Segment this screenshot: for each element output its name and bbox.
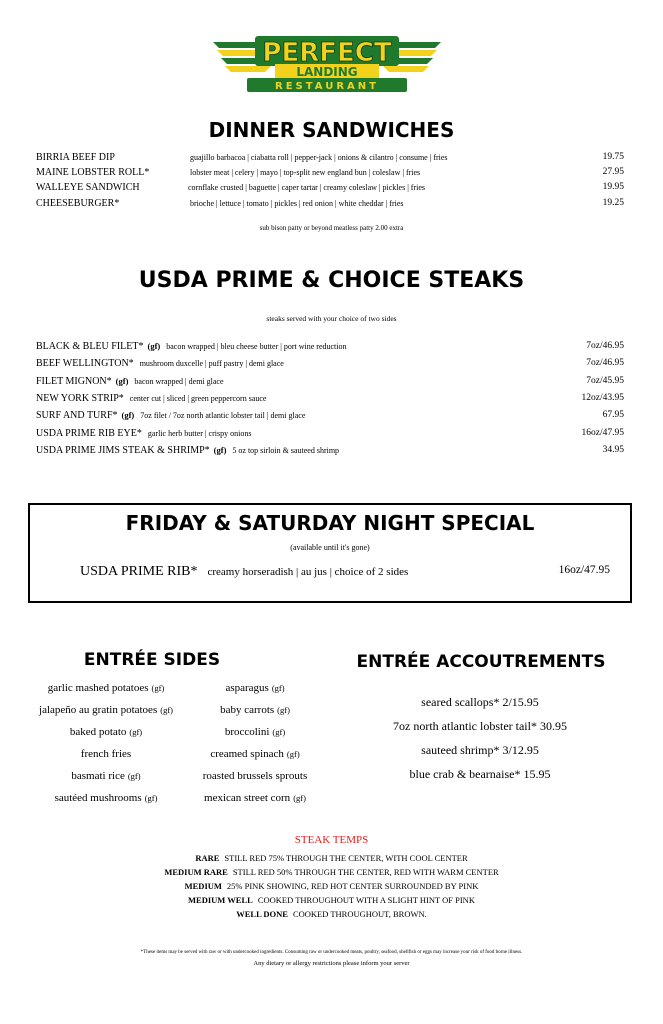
gluten-free-tag: (gf) — [129, 727, 143, 737]
temp-label: RARE — [195, 853, 220, 863]
steaks-title: USDA PRIME & CHOICE STEAKS — [138, 268, 525, 293]
special-item-name: USDA PRIME RIB* — [80, 564, 198, 579]
steaks-note: steaks served with your choice of two sides — [266, 314, 397, 323]
side-item — [18, 765, 194, 787]
side-name: garlic mashed potatoes — [47, 682, 149, 694]
steak-row — [36, 410, 624, 424]
steak-row — [36, 376, 624, 390]
sandwich-description: guajillo barbacoa | ciabatta roll | pepper-jack | onions & cilantro | consume | fries — [190, 153, 448, 162]
side-item — [18, 743, 194, 765]
steak-price: 34.95 — [602, 445, 624, 455]
accoutrements-title: ENTRÉE ACCOUTREMENTS — [356, 652, 606, 672]
temp-row — [0, 865, 663, 879]
footer-disclaimer: *These items may be served with raw or with undercooked ingredients. Consuming raw or undercooked meats, poultry, seafood, shellfish or eggs may increase your risk of food borne illness. — [140, 950, 523, 955]
temp-description: 25% PINK SHOWING, RED HOT CENTER SURROUNDED BY PINK — [226, 881, 479, 891]
sandwich-price: 19.75 — [602, 152, 624, 162]
special-item-price: 16oz/47.95 — [558, 564, 610, 576]
steak-description: bacon wrapped | demi glace — [134, 377, 224, 386]
side-item — [18, 699, 194, 721]
steak-price: 16oz/47.95 — [581, 428, 624, 438]
gluten-free-tag: (gf) — [115, 376, 129, 386]
temp-row — [0, 851, 663, 865]
gluten-free-tag: (gf) — [277, 705, 290, 715]
side-item — [192, 743, 318, 765]
accoutrement-item: 7oz north atlantic lobster tail* 30.95 — [393, 719, 567, 733]
restaurant-logo — [213, 34, 441, 96]
steak-price: 7oz/46.95 — [586, 358, 624, 368]
gluten-free-tag: (gf) — [160, 705, 173, 715]
temp-description: COOKED THROUGHOUT, BROWN. — [292, 909, 427, 919]
steak-description: mushroom duxcelle | puff pastry | demi glace — [139, 359, 284, 368]
steak-description: 7oz filet / 7oz north atlantic lobster tail | demi glace — [140, 411, 306, 420]
gluten-free-tag: (gf) — [144, 793, 158, 803]
logo-word-restaurant: RESTAURANT — [275, 81, 379, 92]
steak-row — [36, 393, 624, 407]
sandwich-row — [36, 182, 624, 196]
side-name: french fries — [80, 748, 132, 760]
sandwiches-note: sub bison patty or beyond meatless patty 2.00 extra — [259, 224, 404, 232]
sandwich-row — [36, 198, 624, 212]
special-item-desc: creamy horseradish | au jus | choice of 2 sides — [207, 566, 409, 578]
steak-price: 7oz/46.95 — [586, 341, 624, 351]
footer-allergy-note: Any dietary or allergy restrictions please inform your server — [253, 960, 410, 967]
steak-row — [36, 428, 624, 442]
temp-row — [0, 907, 663, 921]
temps-list — [0, 851, 663, 921]
steak-row — [36, 341, 624, 355]
sides-left-list — [18, 677, 194, 809]
temp-description: COOKED THROUGHOUT WITH A SLIGHT HINT OF PINK — [257, 895, 475, 905]
accoutrements-list — [360, 690, 600, 786]
gluten-free-tag: (gf) — [121, 410, 135, 420]
temp-label: MEDIUM — [184, 881, 222, 891]
special-box — [28, 503, 632, 603]
side-item — [18, 721, 194, 743]
side-item — [192, 765, 318, 787]
temp-description: STILL RED 50% THROUGH THE CENTER, RED WITH WARM CENTER — [232, 867, 499, 877]
temp-row — [0, 879, 663, 893]
side-item — [192, 677, 318, 699]
side-name: creamed spinach — [210, 748, 284, 760]
sandwich-price: 27.95 — [602, 167, 624, 177]
steak-price: 12oz/43.95 — [581, 393, 624, 403]
special-title: FRIDAY & SATURDAY NIGHT SPECIAL — [125, 511, 535, 535]
steak-price: 67.95 — [602, 410, 624, 420]
steak-row — [36, 445, 624, 459]
side-item — [192, 721, 318, 743]
steak-name: FILET MIGNON* — [36, 376, 112, 387]
gluten-free-tag: (gf) — [286, 749, 300, 759]
steak-description: bacon wrapped | bleu cheese butter | port wine reduction — [166, 342, 347, 351]
steak-name: NEW YORK STRIP* — [36, 393, 124, 404]
side-name: sautéed mushrooms — [54, 792, 142, 804]
side-name: jalapeño au gratin potatoes — [39, 704, 158, 716]
side-item — [192, 787, 318, 809]
sandwich-name: CHEESEBURGER* — [36, 198, 120, 209]
sandwich-name: MAINE LOBSTER ROLL* — [36, 167, 150, 178]
sandwich-description: lobster meat | celery | mayo | top-split new england bun | coleslaw | fries — [190, 168, 421, 177]
accoutrement-item: sauteed shrimp* 3/12.95 — [421, 743, 539, 757]
logo-word-perfect: PERFECT — [262, 38, 392, 68]
sides-right-list — [192, 677, 318, 809]
steak-name: USDA PRIME RIB EYE* — [36, 428, 142, 439]
side-item — [192, 699, 318, 721]
sandwich-row — [36, 152, 624, 166]
accoutrement-item: seared scallops* 2/15.95 — [421, 695, 539, 709]
gluten-free-tag: (gf) — [272, 727, 286, 737]
steak-row — [36, 358, 624, 372]
sandwich-price: 19.25 — [602, 198, 624, 208]
steak-description: garlic herb butter | crispy onions — [147, 429, 252, 438]
sandwich-name: BIRRIA BEEF DIP — [36, 152, 115, 163]
side-name: asparagus — [225, 682, 269, 694]
sandwich-description: brioche | lettuce | tomato | pickles | red onion | white cheddar | fries — [190, 199, 404, 208]
gluten-free-tag: (gf) — [271, 683, 285, 693]
temp-row — [0, 893, 663, 907]
gluten-free-tag: (gf) — [127, 771, 141, 781]
sides-title: ENTRÉE SIDES — [83, 650, 221, 670]
temp-label: MEDIUM WELL — [188, 895, 253, 905]
temp-description: STILL RED 75% THROUGH THE CENTER, WITH COOL CENTER — [224, 853, 468, 863]
side-name: baked potato — [69, 726, 127, 738]
side-name: basmati rice — [71, 770, 125, 782]
sandwiches-title: DINNER SANDWICHES — [208, 118, 455, 142]
sandwich-price: 19.95 — [602, 182, 624, 192]
gluten-free-tag: (gf) — [213, 445, 227, 455]
sandwich-row — [36, 167, 624, 181]
steak-name: BEEF WELLINGTON* — [36, 358, 134, 369]
gluten-free-tag: (gf) — [293, 793, 306, 803]
steak-name: BLACK & BLEU FILET* — [36, 341, 144, 352]
steak-description: center cut | sliced | green peppercorn sauce — [129, 394, 267, 403]
gluten-free-tag: (gf) — [147, 341, 161, 351]
side-name: broccolini — [224, 726, 270, 738]
temp-label: WELL DONE — [236, 909, 288, 919]
gluten-free-tag: (gf) — [151, 683, 165, 693]
side-item — [18, 677, 194, 699]
temp-label: MEDIUM RARE — [164, 867, 228, 877]
side-name: mexican street corn — [204, 792, 291, 804]
steak-price: 7oz/45.95 — [586, 376, 624, 386]
logo-word-landing: LANDING — [296, 65, 358, 79]
special-subtitle: (available until it's gone) — [290, 543, 370, 552]
steak-description: 5 oz top sirloin & sauteed shrimp — [232, 446, 340, 455]
side-name: baby carrots — [220, 704, 275, 716]
steak-name: USDA PRIME JIMS STEAK & SHRIMP* — [36, 445, 210, 456]
sandwich-name: WALLEYE SANDWICH — [36, 182, 140, 193]
sandwich-description: cornflake crusted | baguette | caper tartar | creamy coleslaw | pickles | fries — [188, 183, 426, 192]
accoutrement-item: blue crab & bearnaise* 15.95 — [409, 767, 551, 781]
temps-title: STEAK TEMPS — [294, 834, 369, 846]
steak-name: SURF AND TURF* — [36, 410, 118, 421]
side-name: roasted brussels sprouts — [202, 770, 308, 782]
side-item — [18, 787, 194, 809]
